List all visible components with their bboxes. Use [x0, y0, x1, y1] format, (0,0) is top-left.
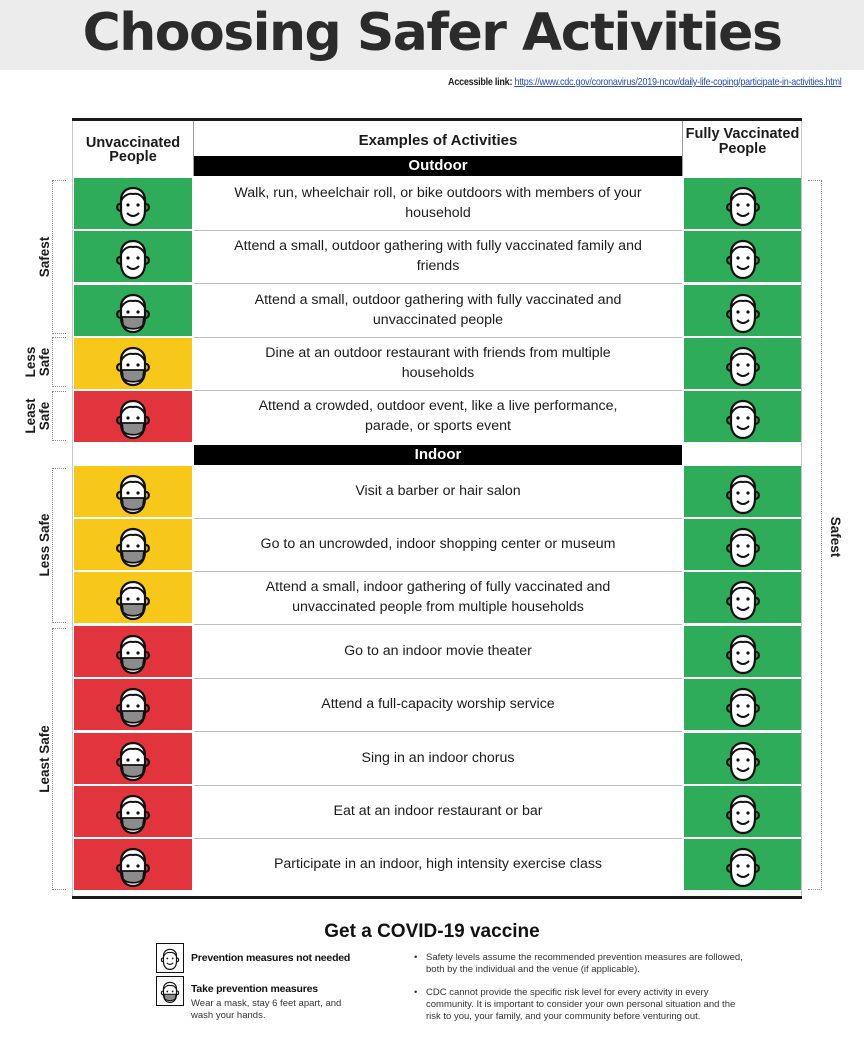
legend-icon-mask: [156, 976, 184, 1006]
group-label-least-word: Least: [23, 398, 38, 434]
vaccinated-risk-cell: [684, 733, 802, 784]
page-title: Choosing Safer Activities: [82, 3, 782, 63]
header-examples: Examples of Activities: [358, 132, 518, 149]
activity-text: Go to an indoor movie theater: [344, 642, 532, 659]
face-no-mask-icon: [721, 841, 765, 889]
activity-text: Sing in an indoor chorus: [361, 749, 515, 766]
vaccinated-risk-cell: [684, 391, 802, 442]
header-unvaccinated: Unvaccinated People: [85, 135, 181, 165]
legend-title-mask: Take prevention measures: [191, 983, 318, 995]
activity-text: Attend a small, outdoor gathering with fully vaccinated and unvaccinated people: [254, 292, 622, 328]
vaccinated-risk-cell: [684, 231, 802, 282]
group-label-vaccinated-safest: Safest: [828, 516, 843, 558]
row-divider: [194, 731, 682, 732]
face-no-mask-icon: [721, 180, 765, 228]
unvaccinated-risk-cell: [74, 626, 192, 677]
vaccinated-risk-cell: [684, 285, 802, 336]
vaccinated-risk-cell: [684, 679, 802, 730]
activity-text: Attend a crowded, outdoor event, like a live performance, parade, or sports event: [258, 398, 618, 434]
unvaccinated-risk-cell: [74, 391, 192, 442]
accessible-link-line: [449, 76, 842, 88]
face-mask-icon: [111, 287, 155, 335]
face-mask-icon: [111, 468, 155, 516]
unvaccinated-risk-cell: [74, 178, 192, 229]
bracket-less-safe-indoor: [52, 468, 66, 623]
face-mask-icon: [158, 978, 182, 1004]
activity-text: Go to an uncrowded, indoor shopping center or museum: [260, 535, 616, 552]
bullet: •: [414, 987, 418, 998]
group-label-less-safe-indoor: Less Safe: [37, 513, 52, 577]
column-divider: [682, 121, 683, 176]
face-no-mask-icon: [721, 788, 765, 836]
face-no-mask-icon: [721, 735, 765, 783]
face-no-mask-icon: [721, 393, 765, 441]
bracket-safest: [52, 180, 66, 334]
unvaccinated-risk-cell: [74, 733, 192, 784]
face-no-mask-icon: [721, 233, 765, 281]
group-label-least-safe-indoor: Least Safe: [37, 725, 52, 793]
group-label-safe-word: Safe: [37, 347, 52, 377]
activity-text: Walk, run, wheelchair roll, or bike outdoors with members of your household: [234, 185, 642, 221]
face-mask-icon: [111, 788, 155, 836]
activity-text: Attend a small, outdoor gathering with fully vaccinated family and friends: [234, 238, 642, 274]
header-vaccinated: Fully Vaccinated People: [685, 126, 800, 157]
vaccinated-risk-cell: [684, 839, 802, 890]
table-bottom-rule: [72, 896, 802, 899]
bracket-vaccinated-safest: [808, 180, 822, 890]
face-mask-icon: [111, 521, 155, 569]
activity-text: Participate in an indoor, high intensity exercise class: [273, 855, 603, 872]
face-no-mask-icon: [721, 340, 765, 388]
unvaccinated-risk-cell: [74, 786, 192, 837]
bracket-least-safe-indoor: [52, 628, 66, 890]
unvaccinated-risk-cell: [74, 679, 192, 730]
unvaccinated-risk-cell: [74, 466, 192, 517]
group-label-less-word: Less: [23, 346, 38, 378]
legend-desc-mask: Wear a mask, stay 6 feet apart, and wash your hands.: [191, 998, 342, 1021]
bullet: •: [414, 952, 418, 963]
accessible-link-label: Accessible link:: [448, 76, 513, 88]
face-no-mask-icon: [111, 180, 155, 228]
face-no-mask-icon: [721, 574, 765, 622]
activity-text: Attend a full-capacity worship service: [321, 695, 555, 712]
vaccinated-risk-cell: [684, 178, 802, 229]
face-no-mask-icon: [721, 287, 765, 335]
unvaccinated-risk-cell: [74, 572, 192, 623]
vaccinated-risk-cell: [684, 466, 802, 517]
face-no-mask-icon: [158, 945, 182, 971]
vaccinated-risk-cell: [684, 626, 802, 677]
section-bar-indoor: Indoor: [194, 445, 682, 465]
unvaccinated-risk-cell: [74, 285, 192, 336]
unvaccinated-risk-cell: [74, 338, 192, 389]
vaccinated-risk-cell: [684, 786, 802, 837]
column-divider: [193, 121, 194, 176]
unvaccinated-risk-cell: [74, 231, 192, 282]
note-text: Safety levels assume the recommended prevention measures are followed, both by the individual and the venue (if applicable).: [426, 952, 743, 975]
face-no-mask-icon: [111, 233, 155, 281]
face-mask-icon: [111, 393, 155, 441]
section-bar-outdoor: Outdoor: [194, 156, 682, 176]
row-divider: [194, 624, 682, 625]
face-no-mask-icon: [721, 628, 765, 676]
group-label-safe-word: Safe: [37, 401, 52, 431]
vaccinated-risk-cell: [684, 519, 802, 570]
note-text: CDC cannot provide the specific risk level for every activity in every community. It is important to consider your own personal situation and the risk to you, your family, and your community before venturing out.: [426, 987, 736, 1022]
face-mask-icon: [111, 841, 155, 889]
table-top-rule: [72, 118, 802, 121]
face-mask-icon: [111, 340, 155, 388]
activity-text: Visit a barber or hair salon: [355, 482, 521, 499]
group-label-least-safe-outdoor: [24, 388, 52, 444]
face-mask-icon: [111, 681, 155, 729]
legend-icon-no-mask: [156, 943, 184, 973]
face-mask-icon: [111, 735, 155, 783]
face-mask-icon: [111, 628, 155, 676]
legend-title-no-mask: Prevention measures not needed: [191, 952, 351, 964]
vaccine-heading: Get a COVID-19 vaccine: [324, 921, 540, 942]
vaccinated-risk-cell: [684, 572, 802, 623]
bracket-least-safe-outdoor: [52, 391, 66, 441]
unvaccinated-risk-cell: [74, 519, 192, 570]
face-no-mask-icon: [721, 681, 765, 729]
row-divider: [194, 283, 682, 284]
note-cdc-risk: [414, 987, 744, 1023]
table-right-edge: [801, 121, 802, 896]
group-label-safest: Safest: [37, 236, 52, 278]
activity-text: Dine at an outdoor restaurant with friends from multiple households: [265, 345, 611, 381]
table-left-edge: [72, 121, 73, 896]
face-mask-icon: [111, 574, 155, 622]
group-label-less-safe-outdoor: [24, 334, 52, 390]
bracket-less-safe-outdoor: [52, 337, 66, 387]
unvaccinated-risk-cell: [74, 839, 192, 890]
vaccinated-risk-cell: [684, 338, 802, 389]
activity-text: Attend a small, indoor gathering of fully vaccinated and unvaccinated people from multiple households: [265, 579, 611, 615]
face-no-mask-icon: [721, 468, 765, 516]
accessible-link[interactable]: https://www.cdc.gov/coronavirus/2019-ncov/daily-life-coping/participate-in-activities.html: [514, 76, 842, 88]
activity-text: Eat at an indoor restaurant or bar: [333, 802, 543, 819]
face-no-mask-icon: [721, 521, 765, 569]
note-safety-levels: [414, 952, 744, 976]
